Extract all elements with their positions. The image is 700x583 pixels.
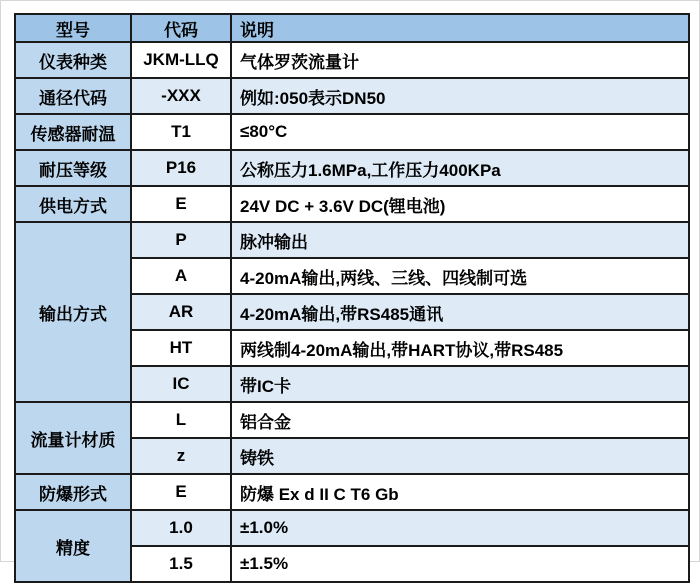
code-cell: 1.5 xyxy=(131,546,231,582)
description-cell: 公称压力1.6MPa,工作压力400KPa xyxy=(231,150,689,186)
row-label-cell: 防爆形式 xyxy=(15,474,131,510)
code-cell: L xyxy=(131,402,231,438)
row-label-cell: 仪表种类 xyxy=(15,42,131,78)
description-cell: ≤80°C xyxy=(231,114,689,150)
row-label-cell: 供电方式 xyxy=(15,186,131,222)
description-cell: 防爆 Ex d II C T6 Gb xyxy=(231,474,689,510)
table-row xyxy=(15,150,689,186)
table-row xyxy=(15,186,689,222)
table-body xyxy=(15,42,689,582)
table-row xyxy=(15,222,689,258)
code-cell: E xyxy=(131,474,231,510)
description-cell: 铸铁 xyxy=(231,438,689,474)
code-cell: 1.0 xyxy=(131,510,231,546)
table-row xyxy=(15,114,689,150)
description-cell: 4-20mA输出,带RS485通讯 xyxy=(231,294,689,330)
model-selection-table xyxy=(14,13,690,583)
code-cell: -XXX xyxy=(131,78,231,114)
description-cell: 24V DC + 3.6V DC(锂电池) xyxy=(231,186,689,222)
code-cell: P xyxy=(131,222,231,258)
col-header-code: 代码 xyxy=(131,14,231,42)
code-cell: A xyxy=(131,258,231,294)
code-cell: P16 xyxy=(131,150,231,186)
description-cell: 脉冲输出 xyxy=(231,222,689,258)
code-cell: HT xyxy=(131,330,231,366)
table-row xyxy=(15,78,689,114)
table-row xyxy=(15,402,689,438)
code-cell: z xyxy=(131,438,231,474)
header-row xyxy=(15,14,689,42)
col-header-description: 说明 xyxy=(231,14,689,42)
description-cell: ±1.5% xyxy=(231,546,689,582)
row-label-cell: 传感器耐温 xyxy=(15,114,131,150)
table-row xyxy=(15,474,689,510)
description-cell: 4-20mA输出,两线、三线、四线制可选 xyxy=(231,258,689,294)
col-header-model: 型号 xyxy=(15,14,131,42)
description-cell: 例如:050表示DN50 xyxy=(231,78,689,114)
description-cell: 气体罗茨流量计 xyxy=(231,42,689,78)
row-label-cell: 通径代码 xyxy=(15,78,131,114)
description-cell: 带IC卡 xyxy=(231,366,689,402)
table-row xyxy=(15,42,689,78)
description-cell: 两线制4-20mA输出,带HART协议,带RS485 xyxy=(231,330,689,366)
row-label-cell: 精度 xyxy=(15,510,131,582)
code-cell: IC xyxy=(131,366,231,402)
code-cell: E xyxy=(131,186,231,222)
row-label-cell: 流量计材质 xyxy=(15,402,131,474)
row-label-cell: 输出方式 xyxy=(15,222,131,402)
description-cell: ±1.0% xyxy=(231,510,689,546)
code-cell: T1 xyxy=(131,114,231,150)
row-label-cell: 耐压等级 xyxy=(15,150,131,186)
description-cell: 铝合金 xyxy=(231,402,689,438)
code-cell: AR xyxy=(131,294,231,330)
table-row xyxy=(15,510,689,546)
code-cell: JKM-LLQ xyxy=(131,42,231,78)
